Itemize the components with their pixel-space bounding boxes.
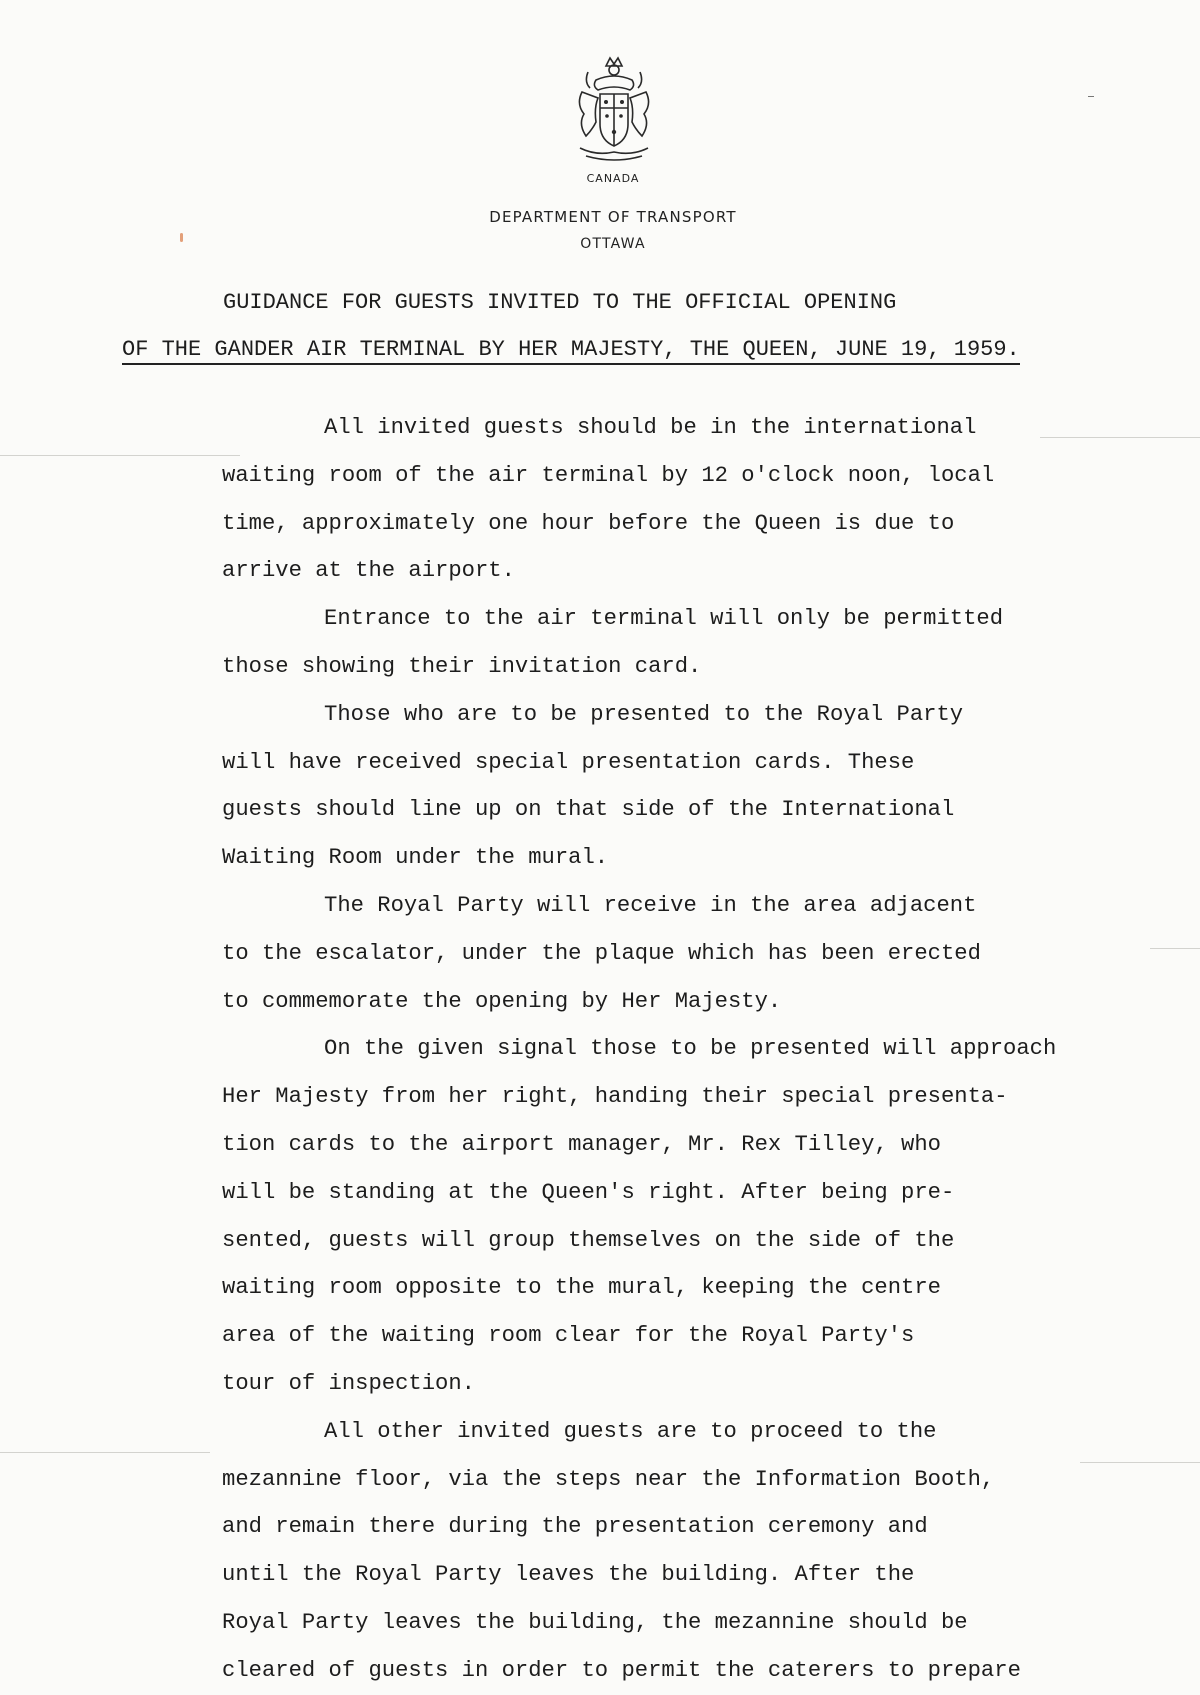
body-line: The Royal Party will receive in the area adjacent — [324, 892, 977, 918]
letterhead-department: DEPARTMENT OF TRANSPORT — [489, 208, 737, 226]
paper-fold-line — [1150, 948, 1200, 949]
document-title-line-1: GUIDANCE FOR GUESTS INVITED TO THE OFFICIAL OPENING — [223, 290, 897, 315]
body-line: to the escalator, under the plaque which has been erected — [222, 940, 981, 966]
body-line: mezannine floor, via the steps near the Information Booth, — [222, 1466, 995, 1492]
body-line: Entrance to the air terminal will only be permitted — [324, 606, 1004, 632]
coat-of-arms-icon — [566, 52, 662, 170]
body-line: time, approximately one hour before the Queen is due to — [222, 510, 955, 536]
body-line: Royal Party leaves the building, the mezannine should be — [222, 1609, 968, 1635]
body-line: until the Royal Party leaves the building. After the — [222, 1562, 915, 1588]
body-line: tion cards to the airport manager, Mr. Rex Tilley, who — [222, 1131, 941, 1157]
body-line: cleared of guests in order to permit the caterers to prepare — [222, 1657, 1021, 1683]
paper-mark — [1088, 96, 1094, 97]
document-body — [222, 404, 1122, 1695]
body-line: tour of inspection. — [222, 1370, 475, 1396]
body-line: arrive at the airport. — [222, 558, 515, 584]
body-line: and remain there during the presentation ceremony and — [222, 1514, 928, 1540]
body-line: those showing their invitation card. — [222, 653, 702, 679]
body-line: guests should line up on that side of the International — [222, 797, 955, 823]
body-line: On the given signal those to be presented will approach — [324, 1036, 1057, 1062]
paper-fold-line — [0, 1452, 210, 1453]
document-title-line-2: OF THE GANDER AIR TERMINAL BY HER MAJESTY, THE QUEEN, JUNE 19, 1959. — [122, 337, 1020, 365]
body-line: will have received special presentation cards. These — [222, 749, 915, 775]
body-line: Those who are to be presented to the Royal Party — [324, 701, 964, 727]
body-line: waiting room of the air terminal by 12 o'clock noon, local — [222, 462, 995, 488]
body-line: sented, guests will group themselves on the side of the — [222, 1227, 955, 1253]
body-line: Her Majesty from her right, handing their special presenta- — [222, 1084, 1008, 1110]
body-line: area of the waiting room clear for the Royal Party's — [222, 1323, 915, 1349]
paper-fold-line — [0, 455, 240, 456]
body-line: All other invited guests are to proceed to the — [324, 1418, 937, 1444]
body-line: All invited guests should be in the international — [324, 415, 977, 440]
letterhead-country: CANADA — [586, 172, 640, 185]
body-line: to commemorate the opening by Her Majesty. — [222, 988, 782, 1014]
body-line: waiting room opposite to the mural, keeping the centre — [222, 1275, 941, 1301]
letterhead-city: OTTAWA — [580, 236, 646, 252]
body-line: Waiting Room under the mural. — [222, 845, 609, 871]
body-line: will be standing at the Queen's right. After being pre- — [222, 1179, 955, 1205]
